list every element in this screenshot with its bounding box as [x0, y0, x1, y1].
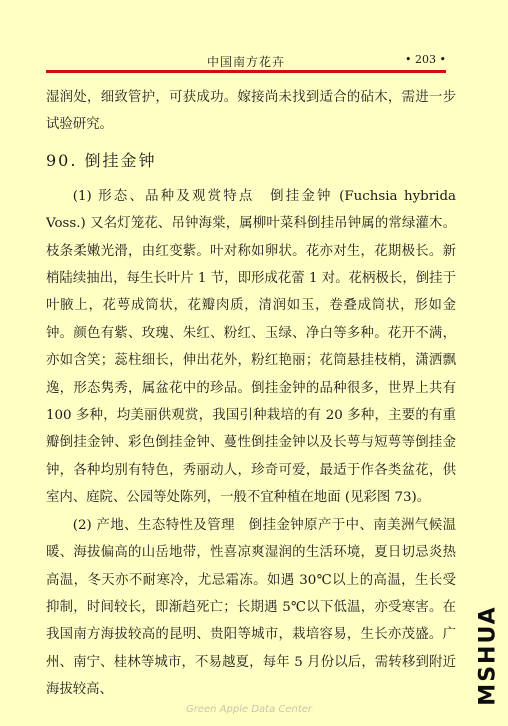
- watermark: Green Apple Data Center: [186, 704, 313, 715]
- section-heading: 90. 倒挂金钟: [46, 150, 157, 170]
- side-logo: [468, 600, 508, 710]
- running-header: [46, 52, 446, 70]
- paragraph-continued: 湿润处，细致管护，可获成功。嫁接尚未找到适合的砧木，需进一步试验研究。: [46, 90, 456, 133]
- page-number: • 203 •: [405, 53, 446, 66]
- header-rule: [46, 70, 446, 73]
- paragraph-morphology: (1) 形态、品种及观赏特点 倒挂金钟 (Fuchsia hybrida Voss.) 又名灯笼花、吊钟海棠，属柳叶菜科倒挂吊钟属的常绿灌木。枝条柔嫩光滑，由红变紫。叶对称如卵状。花亦对生，花期极长。新梢陆续抽出，每生长叶片 1 节，即形成花蕾 1 对。花柄极长，倒挂于叶腋上，花萼成筒状，花瓣肉质，清润如玉，卷叠成筒状，形如金钟。颜色有紫、玫瑰、朱红、粉红、玉绿、净白等多种。花开不满，亦如含笑；蕊柱细长，伸出花外，粉红艳丽；花筒悬挂枝梢，潇洒飘逸，形态隽秀，属盆花中的珍品。倒挂金钟的品种很多，世界上共有 100 多种，均美丽供观赏，我国引种栽培的有 20 多种，主要的有重瓣倒挂金钟、彩色倒挂金钟、蔓性倒挂金钟以及长萼与短萼等倒挂金钟，各种均别有特色，秀丽动人，珍奇可爱，最适于作各类盆花，供室内、庭院、公园等处陈列，一般不宜种植在地面 (见彩图 73)。: [46, 188, 456, 506]
- book-title: 中国南方花卉: [206, 55, 285, 69]
- paragraph-habitat: (2) 产地、生态特性及管理 倒挂金钟原产于中、南美洲气候温暖、海拔偏高的山岳地带，性喜凉爽湿润的生活环境，夏日切忌炎热高温，冬天亦不耐寒冷，尤忌霜冻。如遇 30℃以上的高温，生长受抑制，时间较长，即渐趋死亡；长期遇 5℃以下低温，亦受寒害。在我国南方海拔较高的昆明、贵阳等城市，栽培容易，生长亦茂盛。广州、南宁、桂林等城市，不易越夏，每年 5 月份以后，需转移到附近海拔较高、: [46, 517, 456, 698]
- side-logo-text: MSHUA: [475, 604, 501, 706]
- body-text: [46, 84, 456, 704]
